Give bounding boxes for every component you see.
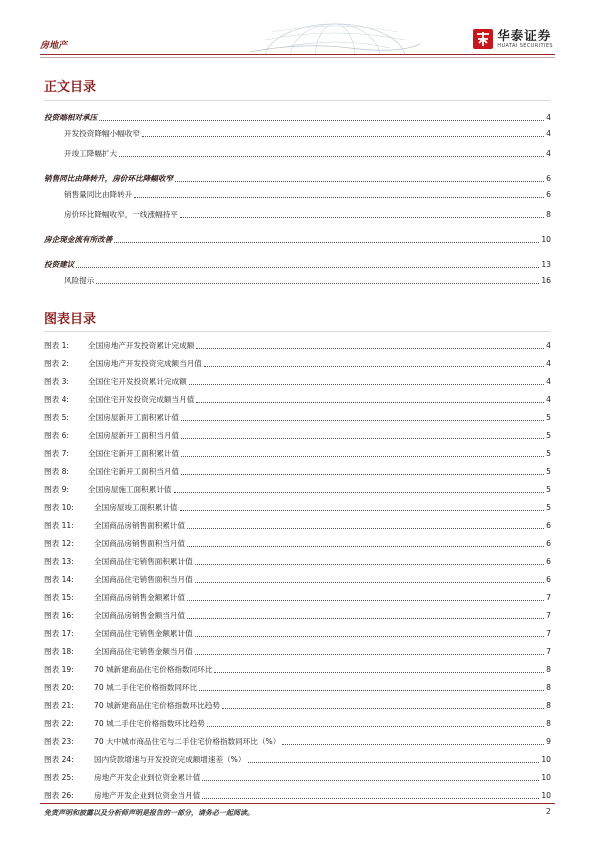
figure-title: 70 城二手住宅价格指数环比趋势 [94,719,205,728]
figure-number: 图表 16: [44,611,74,620]
figure-title: 全国房屋施工面积累计值 [88,485,172,494]
figure-page: 6 [546,557,551,566]
figure-page: 5 [546,503,551,512]
figure-number: 图表 7: [44,449,69,458]
figure-item[interactable] [44,607,551,621]
figure-number: 图表 18: [44,647,74,656]
figure-page: 10 [541,755,551,764]
figure-number: 图表 8: [44,467,69,476]
brand-name-en: HUATAI SECURITIES [497,43,553,49]
figure-item[interactable] [44,355,551,369]
figure-number: 图表 9: [44,485,69,494]
figure-number: 图表 10: [44,503,74,512]
figure-number: 图表 3: [44,377,69,386]
huatai-logo-icon [473,29,493,49]
figure-title: 全国商品房销售面积当月值 [94,539,186,548]
figure-page: 10 [541,773,551,782]
toc-item-page: 8 [546,210,551,219]
figure-item[interactable] [44,409,551,423]
figure-item[interactable] [44,661,551,675]
leader-dots [196,348,544,349]
toc-item-page: 16 [541,276,551,285]
leader-dots [180,217,544,218]
globe-graphic [250,18,420,54]
leader-dots [204,366,544,367]
figure-page: 8 [546,719,551,728]
figure-page: 6 [546,575,551,584]
figure-page: 5 [546,485,551,494]
figure-title: 全国房地产开发投资累计完成额 [88,341,195,350]
figure-number: 图表 6: [44,431,69,440]
figure-title: 全国住宅开发投资累计完成额 [88,377,187,386]
leader-dots [214,672,544,673]
leader-dots [202,780,539,781]
company-logo [473,29,553,49]
figure-page: 4 [546,377,551,386]
figure-number: 图表 26: [44,791,74,800]
leader-dots [207,726,544,727]
figure-title: 全国房屋竣工面积累计值 [94,503,178,512]
figure-item[interactable] [44,715,551,729]
figure-item[interactable] [44,787,551,801]
figure-number: 图表 23: [44,737,74,746]
leader-dots [99,120,544,121]
report-category: 房地产 [40,41,68,51]
figure-title: 全国商品住宅销售金额当月值 [94,647,193,656]
figure-page: 6 [546,521,551,530]
figure-item[interactable] [44,427,551,441]
figure-page: 5 [546,449,551,458]
figure-title: 全国房屋新开工面积当月值 [88,431,180,440]
figure-title: 70 城新建商品住宅价格指数环比趋势 [94,701,220,710]
figure-number: 图表 17: [44,629,74,638]
figure-title: 房地产开发企业到位资金累计值 [94,773,201,782]
figure-item[interactable] [44,481,551,495]
leader-dots [202,798,539,799]
figure-title: 全国房地产开发投资完成额当月值 [88,359,202,368]
footer-divider [40,803,555,804]
leader-dots [187,600,544,601]
figure-title: 全国商品住宅销售面积当月值 [94,575,193,584]
figure-item[interactable] [44,337,551,351]
figure-item[interactable] [44,571,551,585]
figure-item[interactable] [44,733,551,747]
toc-item[interactable] [64,206,551,220]
figure-title: 全国商品住宅销售金额累计值 [94,629,193,638]
leader-dots [187,618,544,619]
figure-title: 70 大中城市商品住宅与二手住宅价格指数同环比（%） [94,737,281,746]
leader-dots [114,242,539,243]
figure-title: 全国住宅新开工面积累计值 [88,449,180,458]
footer-disclaimer: 免责声明和披露以及分析师声明是报告的一部分，请务必一起阅读。 [44,809,254,817]
leader-dots [181,456,544,457]
figure-page: 5 [546,431,551,440]
toc-item-page: 10 [541,235,551,244]
figure-item[interactable] [44,535,551,549]
toc-item[interactable] [44,109,551,123]
leader-dots [195,654,544,655]
leader-dots [180,510,545,511]
toc-divider [44,100,551,101]
leader-dots [76,267,539,268]
figure-item[interactable] [44,553,551,567]
toc-item-label: 投资建议 [44,260,75,269]
toc-item-page: 4 [546,149,551,158]
figure-page: 7 [546,593,551,602]
figure-page: 7 [546,629,551,638]
figure-number: 图表 1: [44,341,69,350]
leader-dots [175,181,544,182]
figure-item[interactable] [44,643,551,657]
toc-item-page: 6 [546,174,551,183]
figure-number: 图表 25: [44,773,74,782]
figure-number: 图表 20: [44,683,74,692]
figure-item[interactable] [44,751,551,765]
figure-title: 全国住宅新开工面积当月值 [88,467,180,476]
figure-page: 4 [546,359,551,368]
figure-item[interactable] [44,517,551,531]
figure-page: 5 [546,467,551,476]
figure-item[interactable] [44,769,551,783]
toc-item-label: 投资端相对承压 [44,113,98,122]
figure-number: 图表 2: [44,359,69,368]
toc-item-label: 开发投资降幅小幅收窄 [64,129,140,138]
toc-item[interactable] [44,170,551,184]
leader-dots [181,438,544,439]
toc-item[interactable] [64,145,551,159]
figure-number: 图表 4: [44,395,69,404]
toc-item-page: 6 [546,190,551,199]
leader-dots [196,402,544,403]
figure-item[interactable] [44,697,551,711]
figures-divider [44,331,551,332]
figure-number: 图表 13: [44,557,74,566]
leader-dots [174,492,545,493]
figure-number: 图表 11: [44,521,74,530]
leader-dots [195,564,544,565]
figure-title: 70 城二手住宅价格指数同环比 [94,683,198,692]
figure-number: 图表 22: [44,719,74,728]
figure-item[interactable] [44,463,551,477]
figure-number: 图表 19: [44,665,74,674]
figure-number: 图表 12: [44,539,74,548]
figure-title: 全国商品房销售金额当月值 [94,611,186,620]
leader-dots [199,690,544,691]
header-divider [40,54,555,55]
header-divider-thin [40,57,555,58]
toc-item-page: 4 [546,129,551,138]
figure-title: 房地产开发企业到位资金当月值 [94,791,201,800]
figure-page: 4 [546,395,551,404]
figure-number: 图表 5: [44,413,69,422]
leader-dots [142,136,544,137]
figure-title: 70 城新建商品住宅价格指数同环比 [94,665,213,674]
figure-item[interactable] [44,391,551,405]
leader-dots [181,420,544,421]
toc-item[interactable] [64,125,551,139]
toc-item-label: 房企现金流有所改善 [44,235,113,244]
figure-title: 国内贷款增速与开发投资完成额增速差（%） [94,755,246,764]
figure-number: 图表 21: [44,701,74,710]
toc-title: 正文目录 [44,80,97,95]
figure-title: 全国房屋新开工面积累计值 [88,413,180,422]
figure-title: 全国商品房销售面积累计值 [94,521,186,530]
figure-page: 7 [546,611,551,620]
figure-title: 全国商品房销售金额累计值 [94,593,186,602]
leader-dots [134,197,544,198]
toc-item[interactable] [44,231,551,245]
figure-page: 7 [546,647,551,656]
figure-item[interactable] [44,589,551,603]
figure-page: 10 [541,791,551,800]
figure-number: 图表 14: [44,575,74,584]
toc-item-label: 风险提示 [64,276,95,285]
leader-dots [195,636,544,637]
leader-dots [282,744,544,745]
figure-number: 图表 15: [44,593,74,602]
figure-title: 全国住宅开发投资完成额当月值 [88,395,195,404]
toc-item-label: 销售量同比由降转升 [64,190,133,199]
toc-item-label: 房价环比降幅收窄，一线涨幅持平 [64,210,178,219]
toc-item[interactable] [44,256,551,270]
figure-title: 全国商品住宅销售面积累计值 [94,557,193,566]
leader-dots [187,528,544,529]
figure-item[interactable] [44,679,551,693]
figure-page: 8 [546,701,551,710]
leader-dots [195,582,544,583]
leader-dots [248,762,540,763]
figure-page: 9 [546,737,551,746]
figure-page: 8 [546,683,551,692]
leader-dots [222,708,544,709]
toc-item[interactable] [64,272,551,286]
figure-page: 6 [546,539,551,548]
toc-item[interactable] [64,186,551,200]
figure-item[interactable] [44,445,551,459]
leader-dots [119,156,544,157]
figure-item[interactable] [44,625,551,639]
brand-name-cn: 华泰证券 [497,28,552,43]
figure-page: 4 [546,341,551,350]
figure-item[interactable] [44,499,551,513]
leader-dots [187,546,544,547]
toc-item-page: 4 [546,113,551,122]
page-number: 2 [545,807,551,816]
figure-item[interactable] [44,373,551,387]
figure-number: 图表 24: [44,755,74,764]
leader-dots [181,474,544,475]
figures-title: 图表目录 [44,312,97,327]
toc-item-label: 开竣工降幅扩大 [64,149,118,158]
leader-dots [189,384,544,385]
figure-page: 8 [546,665,551,674]
toc-item-label: 销售同比由降转升，房价环比降幅收窄 [44,174,174,183]
figure-page: 5 [546,413,551,422]
toc-item-page: 13 [541,260,551,269]
leader-dots [96,283,539,284]
